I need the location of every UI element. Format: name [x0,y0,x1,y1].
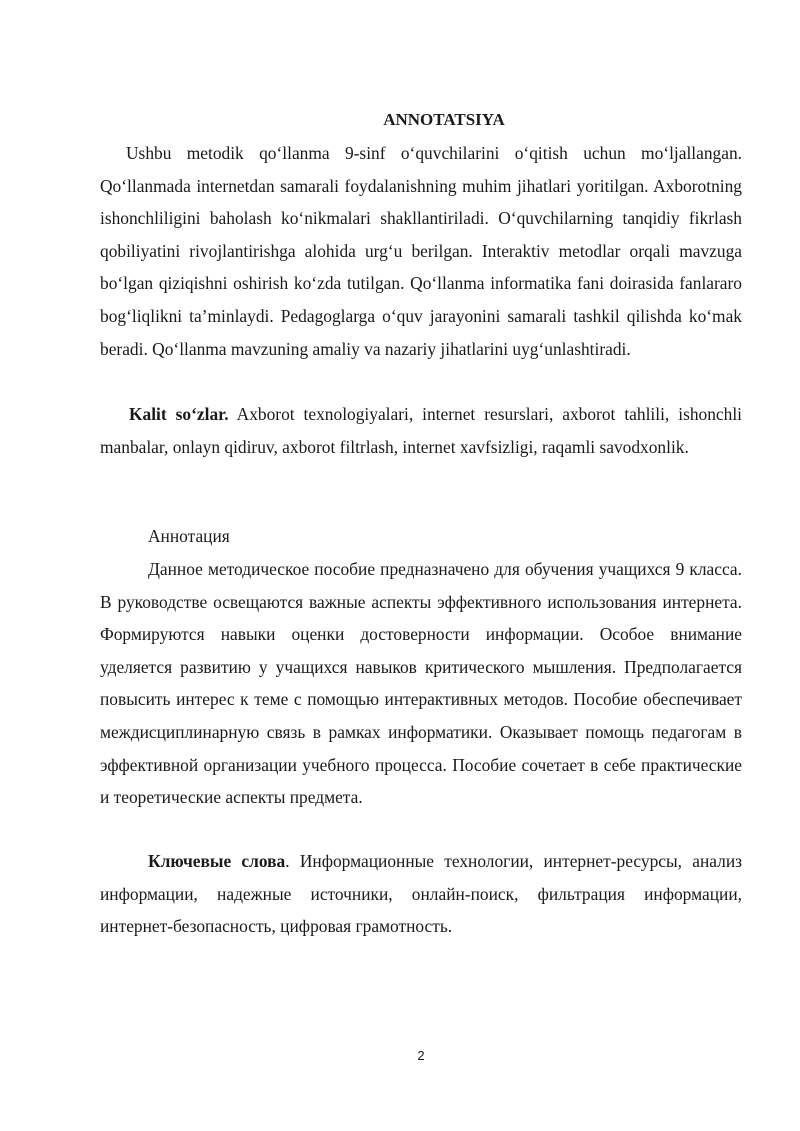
page-number: 2 [417,1048,425,1063]
uz-abstract-paragraph: Ushbu metodik qo‘llanma 9-sinf o‘quvchilarini o‘qitish uchun mo‘ljallangan. Qo‘llanmada internetdan samarali foydalanishning muhim jihatlari yoritilgan. Axborotning ishonchliligini baholash ko‘nikmalari shakllantiriladi. O‘quvchilarning tanqidiy fikrlash qobiliyatini rivojlantirishga alohida urg‘u berilgan. Interaktiv metodlar orqali mavzuga bo‘lgan qiziqishni oshirish ko‘zda tutilgan. Qo‘llanma informatika fani doirasida fanlararo bog‘liqlikni ta’minlaydi. Pedagoglarga o‘quv jarayonini samarali tashkil qilishda ko‘mak beradi. Qo‘llanma mavzuning amaliy va nazariy jihatlarini uyg‘unlashtiradi. [100,143,742,359]
uz-annotation-title: ANNOTATSIYA [383,110,505,129]
ru-keywords-paragraph [100,845,742,943]
uz-keywords-paragraph [100,398,742,463]
ru-abstract-paragraph: Данное методическое пособие предназначено для обучения учащихся 9 класса. В руководстве освещаются важные аспекты эффективного использования интернета. Формируются навыки оценки достоверности информации. Особое внимание уделяется развитию у учащихся навыков критического мышления. Предполагается повысить интерес к теме с помощью интерактивных методов. Пособие обеспечивает междисциплинарную связь в рамках информатики. Оказывает помощь педагогам в эффективной организации учебного процесса. Пособие сочетает в себе практические и теоретические аспекты предмета. [100,559,742,808]
uz-keywords-label: Kalit so‘zlar. [129,404,229,424]
uz-keywords-text: Axborot texnologiyalari, internet resurslari, axborot tahlili, ishonchli manbalar, onlayn qidiruv, axborot filtrlash, internet xavfsizligi, raqamli savodxonlik. [100,404,742,457]
ru-keywords-label: Ключевые слова [148,851,286,871]
ru-keywords-text: . Информационные технологии, интернет-ресурсы, анализ информации, надежные источники, онлайн-поиск, фильтрация информации, интернет-безопасность, цифровая грамотность. [100,851,742,937]
ru-annotation-title: Аннотация [148,526,230,546]
